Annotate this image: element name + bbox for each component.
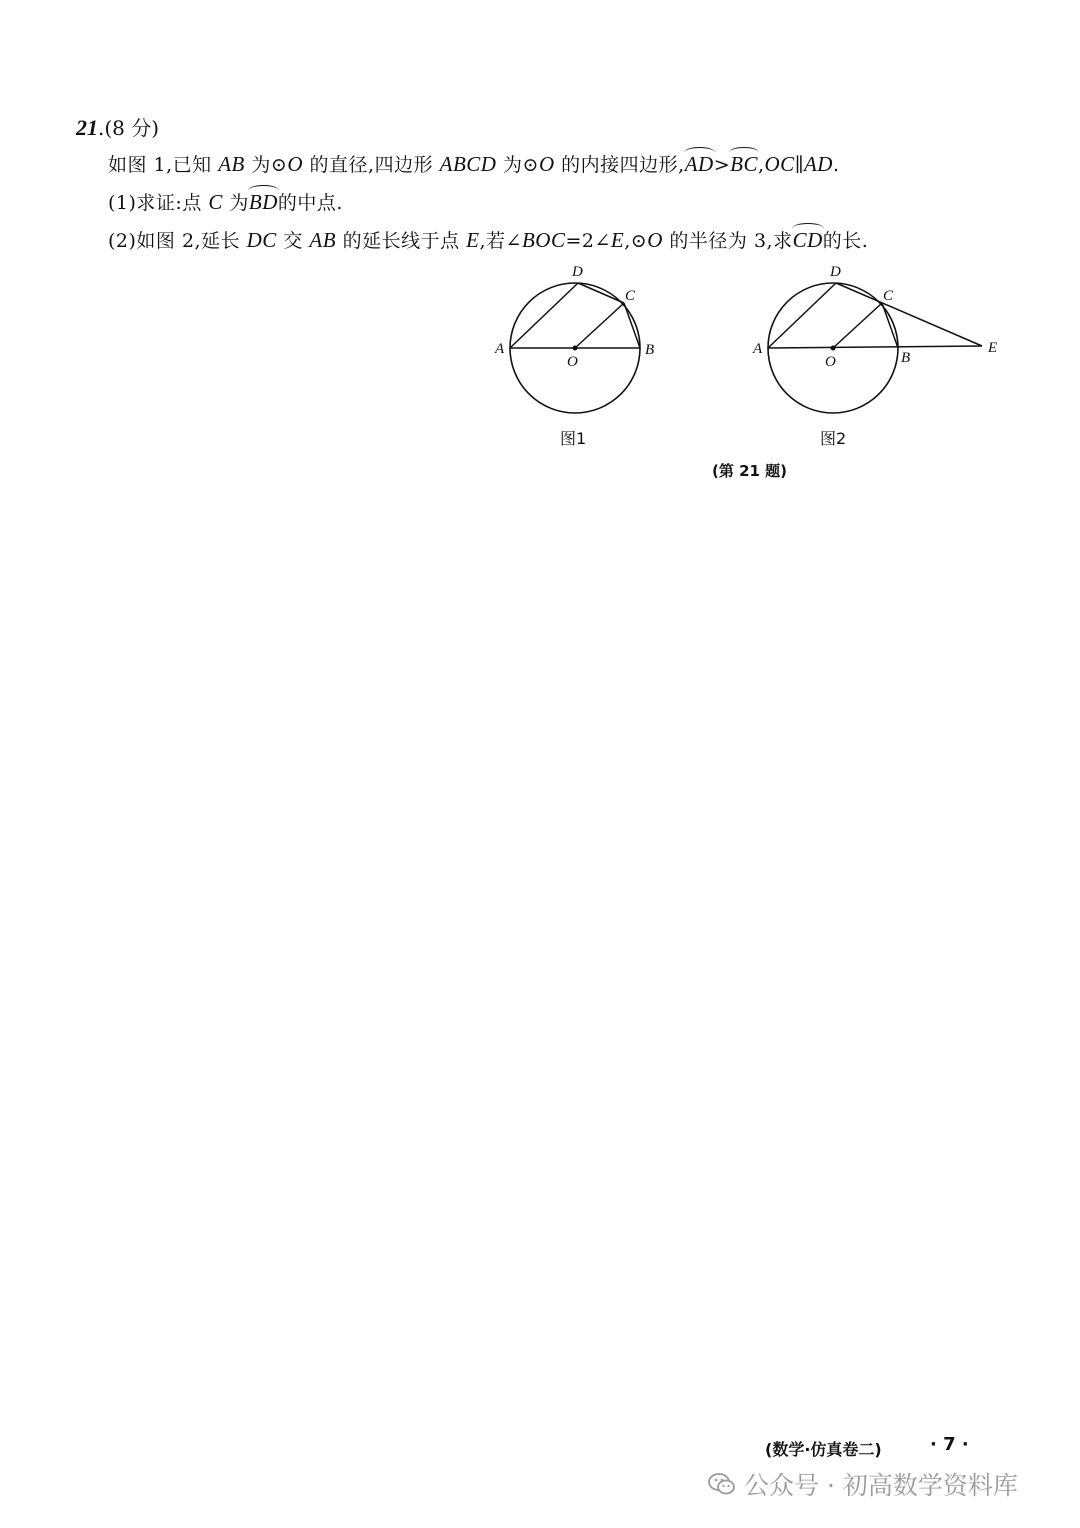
text: . [832,154,840,176]
label-d: D [572,264,583,280]
math-dc: DC [246,228,277,252]
greater-than-sign: > [713,154,731,176]
text: 的延长线于点 [336,230,467,252]
text: 交 [276,230,310,252]
label-o: O [567,354,578,370]
math-ab: AB [218,152,245,176]
text: 的半径为 3,求 [662,230,793,252]
problem-caption: (第 21 题) [712,462,788,480]
question-stem [108,150,840,177]
math-o: O [538,152,555,176]
watermark [708,1466,1018,1502]
segment-oc [833,303,882,348]
math-o: O [287,152,304,176]
text: , [757,154,765,176]
line-ae [768,346,982,348]
center-dot [831,346,836,351]
label-a: A [495,341,505,357]
math-abcd: ABCD [439,152,497,176]
footer-label: (数学·仿真卷二) [765,1440,882,1459]
question-score: .(8 分) [98,116,160,140]
label-c: C [883,288,894,304]
segment-ad [510,283,578,348]
arc-ad: AD [684,152,714,176]
center-dot [573,346,578,351]
figure-2-caption: 图2 [820,429,847,448]
text: 为 [222,192,249,214]
figure-2 [748,256,1008,426]
label-a: A [753,341,763,357]
label-e: E [988,340,998,356]
math-ad: AD [803,152,833,176]
question-part-1 [108,188,343,215]
text: 为⊙ [244,154,288,176]
arc-bd: BD [248,190,278,214]
parallel-sign: ∥ [794,154,804,176]
text: (1)求证:点 [108,192,209,214]
math-o: O [647,228,663,252]
line-de [836,283,982,346]
text: =2∠ [565,230,611,252]
question-number: 21 [76,115,98,140]
watermark-text: 公众号 · 初高数学资料库 [744,1471,1018,1500]
text: ,⊙ [624,230,648,252]
question-part-2 [108,226,868,253]
label-b: B [645,342,655,358]
segment-cb [882,303,898,348]
math-e: E [466,228,480,252]
segment-dc [578,283,624,303]
math-ab: AB [309,228,337,252]
text: 的直径,四边形 [303,154,440,176]
arc-cd: CD [792,228,823,252]
segment-oc [575,303,624,348]
math-boc: BOC [521,228,566,252]
text: 的长. [822,230,869,252]
arc-bc: BC [730,152,758,176]
page-number: · 7 · [930,1434,969,1455]
math-c: C [208,190,223,214]
label-d: D [830,264,841,280]
segment-ad [768,283,836,348]
text: 的中点. [277,192,343,214]
math-oc: OC [764,152,795,176]
math-e: E [610,228,625,252]
text: 为⊙ [496,154,539,176]
segment-cb [624,303,640,348]
text: ,若∠ [479,230,522,252]
figure-1-caption: 图1 [560,429,587,448]
label-b: B [901,350,911,366]
text: (2)如图 2,延长 [108,230,247,252]
text: 的内接四边形, [554,154,685,176]
question-header [76,112,159,141]
figure-1 [490,256,670,426]
text: 如图 1,已知 [108,154,219,176]
label-c: C [625,288,636,304]
label-o: O [825,354,836,370]
wechat-icon [708,1472,736,1496]
